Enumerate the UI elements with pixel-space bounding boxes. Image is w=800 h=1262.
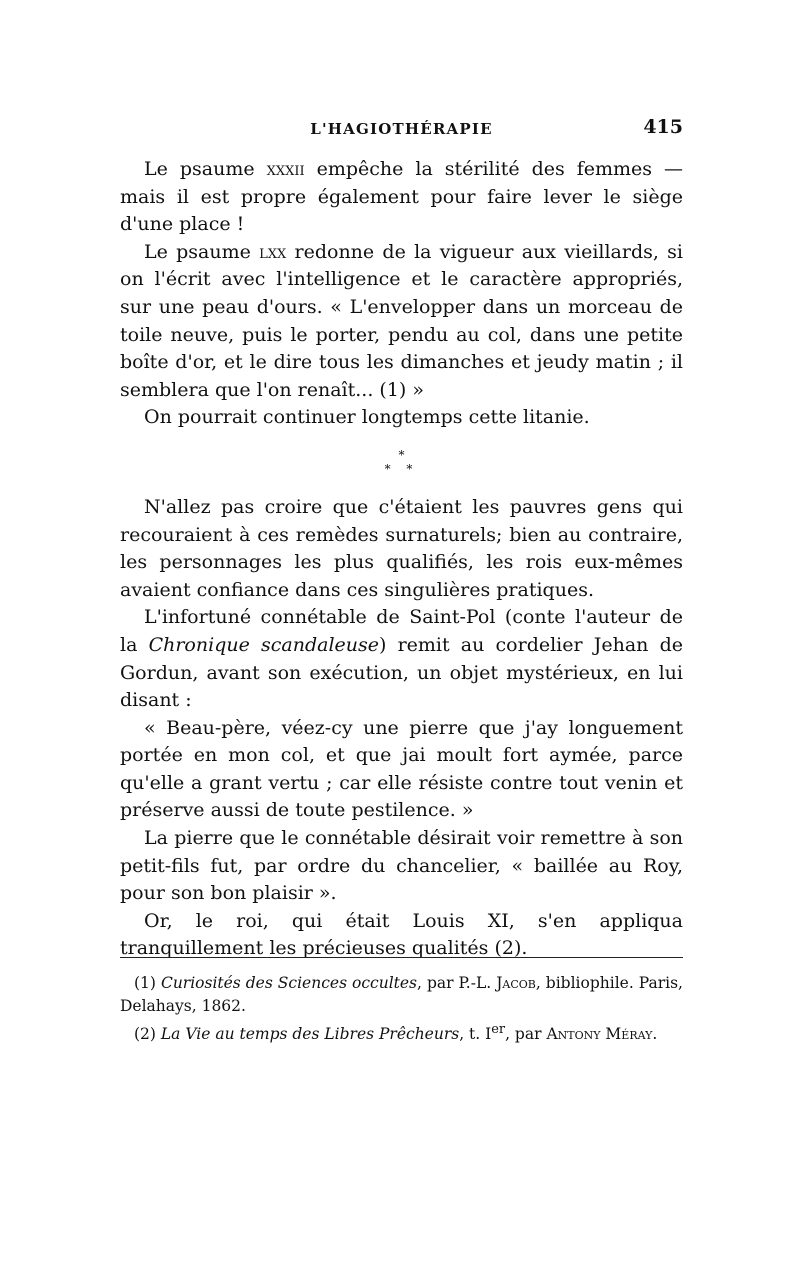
page-number: 415 [643,116,683,138]
section-ornament [120,448,683,476]
paragraph-text: Le psaume [144,240,260,263]
work-title: Curiosités des Sciences occultes [160,974,418,992]
paragraph [120,604,683,714]
footnote [120,972,683,1018]
work-title: Chronique scandaleuse [148,633,379,656]
paragraph-text: Le psaume [144,158,267,180]
footnote-text: , par [505,1025,547,1044]
footnote [120,1018,683,1046]
footnote-text: , par P.-L. [417,974,497,992]
psalm-number: lxx [259,240,287,263]
footnote-text: , bibliophile. Paris, Delahays, 1862. [120,974,683,1015]
footnote-mark: (2) [134,1025,161,1044]
footnote-text: . [652,1025,658,1044]
psalm-number: xxxii [266,158,305,180]
paragraph: La pierre que le connétable désirait voir remettre à son petit-fils fut, par ordre du chancelier, « baillée au Roy, pour son bon plaisir ». [120,827,683,905]
paragraph-text: L'infortuné connétable de Saint-Pol (conte l'auteur de la [120,606,683,656]
asterism-bottom: * * [384,461,419,476]
asterism-top: * [398,447,405,462]
footnote-text: , t. I [459,1025,492,1044]
paragraph-text: ) remit au cordelier Jehan de Gordun, avant son exécution, un objet mystérieux, en lui disant : [120,633,683,712]
paragraph: « Beau-père, véez-cy une pierre que j'ay longuement portée en mon col, et que jai moult fort aymée, parce qu'elle a grant vertu ; car elle résiste contre tout venin et préserve aussi de toute pestilence. » [120,716,683,822]
paragraph-text: empêche la stérilité des femmes — mais il est propre également pour faire lever le siège d'une place ! [120,158,683,236]
footnotes [120,972,683,1046]
paragraph: On pourrait continuer longtemps cette litanie. [144,406,590,429]
body-text [120,156,683,963]
footnote-rule [120,957,683,958]
author-name: Jacob [496,974,536,992]
paragraph-text: redonne de la vigueur aux vieillards, si on l'écrit avec l'intelligence et le caractère appropriés, sur une peau d'ours. « L'envelopper dans un morceau de toile neuve, puis le porter, pendu au col, dans une petite boîte d'or, et le dire tous les dimanches et jeudy matin ; il semblera que l'on renaît... (1) » [120,240,683,401]
paragraph [120,239,683,405]
paragraph: N'allez pas croire que c'étaient les pauvres gens qui recouraient à ces remèdes surnaturels; bien au contraire, les personnages les plus qualifiés, les rois eux-mêmes avaient confiance dans ces singulières pratiques. [120,495,683,601]
paragraph: Or, le roi, qui était Louis XI, s'en appliqua tranquillement les précieuses qualités (2). [120,909,683,960]
paragraph [120,156,683,239]
footnote-mark: (1) [134,974,161,992]
work-title: La Vie au temps des Libres Prêcheurs [160,1025,460,1044]
author-name: Antony Méray [546,1025,653,1044]
superscript: er [491,1022,506,1037]
running-title: L'HAGIOTHÉRAPIE [310,120,493,138]
page-header [120,118,683,148]
